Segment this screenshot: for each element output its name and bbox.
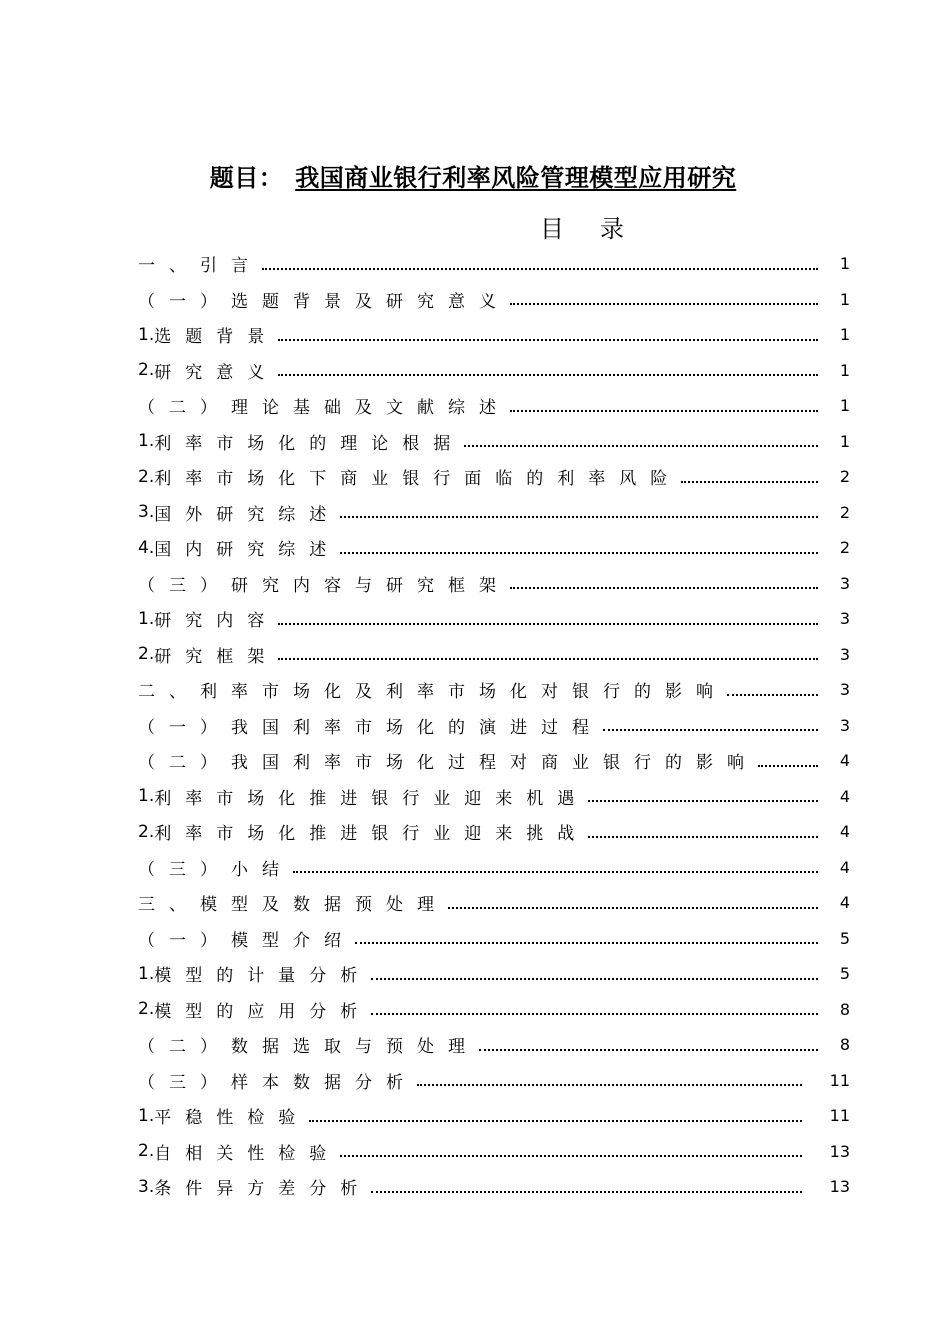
toc-entry[interactable]: [138, 353, 850, 389]
document-title: [0, 158, 950, 193]
toc-entry-page: 11: [829, 1106, 850, 1126]
toc-entry-text: 二、利率市场化及利率市场化对银行的影响: [138, 682, 727, 703]
toc-entry-page: 5: [839, 928, 850, 948]
toc-entry-page: 4: [839, 822, 850, 842]
toc-entry-text: （三）研究内容与研究框架: [138, 575, 510, 596]
toc-entry-number: 1.: [138, 324, 155, 345]
toc-entry-text: 利率市场化推进银行业迎来机遇: [154, 788, 589, 809]
toc-entry-page: 8: [839, 999, 850, 1019]
toc-entry-number: 3.: [138, 502, 155, 523]
toc-entry[interactable]: [138, 885, 850, 921]
toc-entry[interactable]: [138, 566, 850, 602]
toc-leader-dots: [371, 999, 818, 1019]
toc-entry-page: 1: [839, 360, 850, 380]
toc-entry-text: 平稳性检验: [154, 1108, 310, 1129]
toc-entry-text: （二）我国利率市场化过程对商业银行的影响: [138, 753, 758, 774]
toc-entry-page: 11: [829, 1070, 850, 1090]
toc-entry[interactable]: [138, 317, 850, 353]
toc-entry-page: 13: [829, 1177, 850, 1197]
toc-leader-dots: [510, 289, 818, 309]
toc-entry-number: 2.: [138, 644, 155, 665]
toc-entry-number: 4.: [138, 537, 155, 558]
toc-leader-dots: [464, 431, 818, 451]
toc-leader-dots: [588, 786, 818, 806]
toc-leader-dots: [510, 396, 818, 416]
toc-entry-page: 2: [839, 502, 850, 522]
toc-entry-text: （二）理论基础及文献综述: [138, 398, 510, 419]
toc-entry-text: 利率市场化推进银行业迎来挑战: [154, 824, 589, 845]
toc-entry[interactable]: [138, 921, 850, 957]
toc-entry[interactable]: [138, 601, 850, 637]
toc-entry-page: 2: [839, 538, 850, 558]
toc-leader-dots: [340, 1141, 802, 1161]
toc-entry-page: 4: [839, 786, 850, 806]
toc-leader-dots: [588, 822, 818, 842]
toc-entry-number: 3.: [138, 1176, 155, 1197]
toc-entry-text: 研究意义: [154, 362, 279, 383]
toc-leader-dots: [278, 609, 818, 629]
toc-entry[interactable]: [138, 1063, 850, 1099]
toc-entry-text: 研究内容: [154, 611, 279, 632]
toc-entry-page: 1: [839, 289, 850, 309]
toc-entry-text: 利率市场化下商业银行面临的利率风险: [154, 469, 682, 490]
toc-entry-text: 模型的应用分析: [154, 1001, 372, 1022]
toc-entry-page: 3: [839, 573, 850, 593]
toc-entry[interactable]: [138, 246, 850, 282]
title-text: 我国商业银行利率风险管理模型应用研究: [295, 164, 737, 192]
toc-leader-dots: [371, 964, 818, 984]
toc-entry-number: 2.: [138, 466, 155, 487]
toc-leader-dots: [262, 254, 818, 274]
toc-entry-number: 1.: [138, 431, 155, 452]
toc-entry-text: 国内研究综述: [154, 540, 341, 561]
toc-entry-text: （一）模型介绍: [138, 930, 355, 951]
toc-entry-page: 3: [839, 609, 850, 629]
toc-leader-dots: [510, 573, 818, 593]
toc-leader-dots: [448, 893, 818, 913]
toc-entry[interactable]: [138, 743, 850, 779]
toc-entry[interactable]: [138, 814, 850, 850]
toc-leader-dots: [417, 1070, 802, 1090]
toc-entry-number: 1.: [138, 963, 155, 984]
toc-entry-page: 1: [839, 325, 850, 345]
toc-entry[interactable]: [138, 388, 850, 424]
toc-entry[interactable]: [138, 1098, 850, 1134]
toc-entry[interactable]: [138, 459, 850, 495]
toc-entry[interactable]: [138, 1027, 850, 1063]
toc-leader-dots: [278, 325, 818, 345]
toc-entry-number: 1.: [138, 786, 155, 807]
toc-leader-dots: [293, 857, 818, 877]
toc-entry-text: （三）样本数据分析: [138, 1072, 417, 1093]
toc-leader-dots: [758, 751, 818, 771]
toc-entry-text: （一）我国利率市场化的演进过程: [138, 717, 603, 738]
toc-entry-page: 1: [839, 431, 850, 451]
toc-entry[interactable]: [138, 495, 850, 531]
toc-leader-dots: [727, 680, 818, 700]
toc-entry-page: 4: [839, 893, 850, 913]
toc-leader-dots: [340, 502, 818, 522]
toc-entry[interactable]: [138, 672, 850, 708]
toc-entry-text: 国外研究综述: [154, 504, 341, 525]
toc-entry[interactable]: [138, 424, 850, 460]
toc-entry-page: 13: [829, 1141, 850, 1161]
toc-entry-text: 选题背景: [154, 327, 279, 348]
table-of-contents: [138, 246, 850, 1205]
toc-leader-dots: [278, 360, 818, 380]
toc-leader-dots: [355, 928, 818, 948]
toc-entry[interactable]: [138, 779, 850, 815]
toc-leader-dots: [278, 644, 818, 664]
toc-entry-text: 研究框架: [154, 646, 279, 667]
toc-entry-number: 2.: [138, 360, 155, 381]
toc-entry[interactable]: [138, 530, 850, 566]
toc-entry-text: 一、引言: [138, 256, 262, 277]
toc-leader-dots: [479, 1035, 818, 1055]
toc-entry-number: 1.: [138, 608, 155, 629]
toc-entry-number: 1.: [138, 1105, 155, 1126]
toc-entry[interactable]: [138, 708, 850, 744]
toc-entry-text: 自相关性检验: [154, 1143, 341, 1164]
toc-entry-page: 1: [839, 254, 850, 274]
toc-entry[interactable]: [138, 850, 850, 886]
toc-entry-page: 8: [839, 1035, 850, 1055]
toc-entry-text: （二）数据选取与预处理: [138, 1037, 479, 1058]
toc-leader-dots: [340, 538, 818, 558]
toc-entry-text: 利率市场化的理论根据: [154, 433, 465, 454]
toc-entry[interactable]: [138, 1134, 850, 1170]
toc-entry-text: （三）小结: [138, 859, 293, 880]
toc-heading: 目录: [540, 215, 660, 243]
toc-entry-text: （一）选题背景及研究意义: [138, 291, 510, 312]
toc-entry-page: 3: [839, 680, 850, 700]
toc-entry-page: 1: [839, 396, 850, 416]
toc-entry-page: 3: [839, 715, 850, 735]
toc-leader-dots: [371, 1177, 802, 1197]
toc-entry[interactable]: [138, 956, 850, 992]
toc-entry-number: 2.: [138, 821, 155, 842]
toc-leader-dots: [681, 467, 818, 487]
toc-entry[interactable]: [138, 637, 850, 673]
toc-entry-text: 模型的计量分析: [154, 966, 372, 987]
toc-entry-number: 2.: [138, 999, 155, 1020]
toc-entry-page: 4: [839, 751, 850, 771]
toc-entry[interactable]: [138, 992, 850, 1028]
toc-leader-dots: [309, 1106, 802, 1126]
toc-entry-number: 2.: [138, 1141, 155, 1162]
toc-entry[interactable]: [138, 1169, 850, 1205]
toc-entry-text: 三、模型及数据预处理: [138, 895, 448, 916]
toc-entry-page: 5: [839, 964, 850, 984]
toc-leader-dots: [603, 715, 818, 735]
toc-entry-text: 条件异方差分析: [154, 1179, 372, 1200]
title-label: 题目：: [209, 164, 284, 192]
toc-entry-page: 4: [839, 857, 850, 877]
toc-entry-page: 2: [839, 467, 850, 487]
toc-entry-page: 3: [839, 644, 850, 664]
toc-entry[interactable]: [138, 282, 850, 318]
